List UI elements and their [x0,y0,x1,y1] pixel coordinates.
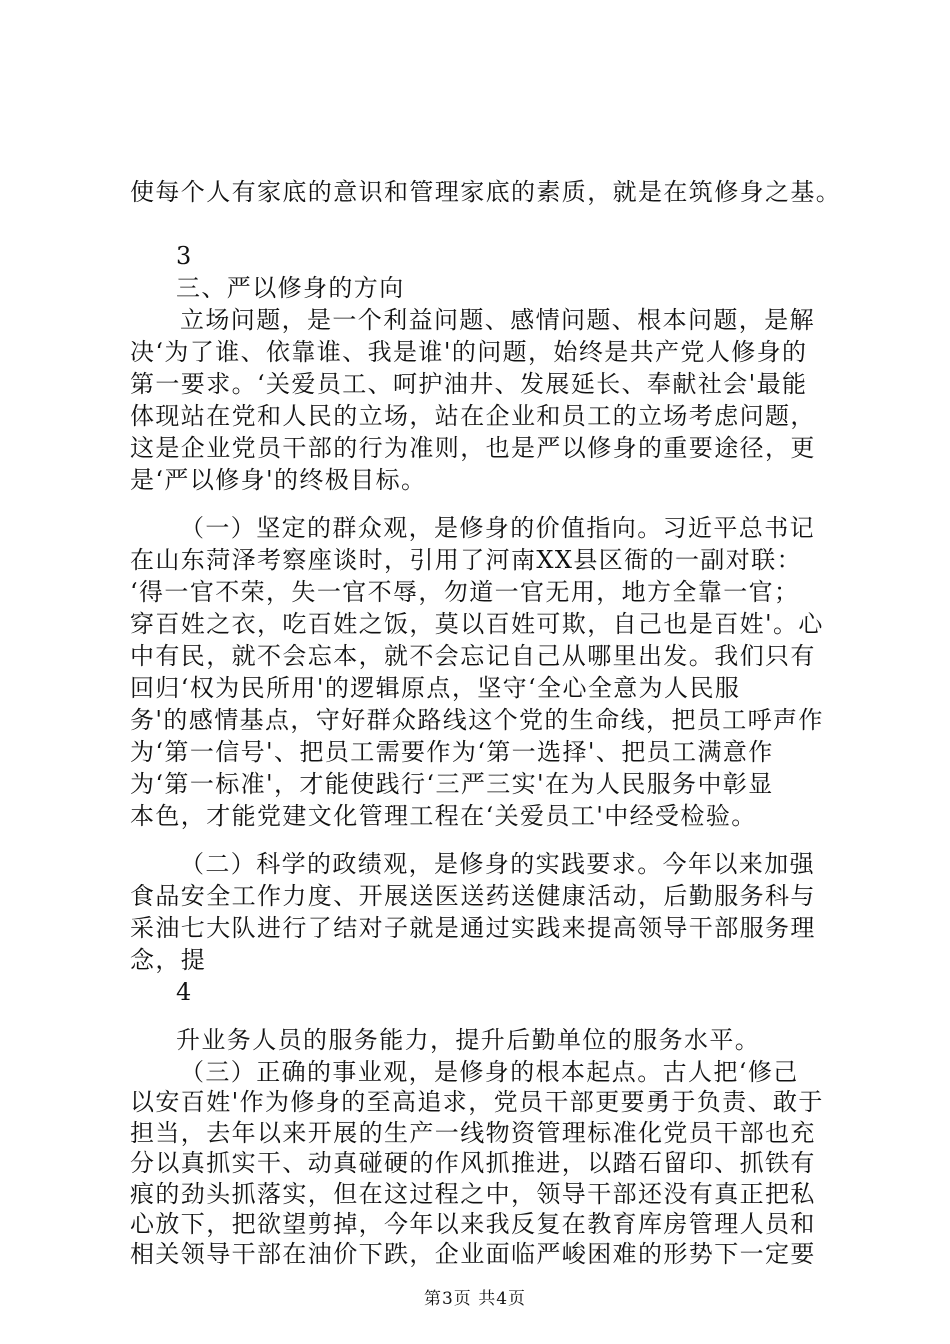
text-line: 为‘第一标准'，才能使践行‘三严三实'在为人民服务中彰显 [130,770,774,798]
text-line: 升业务人员的服务能力，提升后勤单位的服务水平。 [176,1026,761,1054]
text-line: 分以真抓实干、动真碰硬的作风抓推进，以踏石留印、抓铁有 [130,1149,816,1177]
text-line: 务'的感情基点，守好群众路线这个党的生命线，把员工呼声作 [130,706,824,734]
text-line: 为‘第一信号'、把员工需要作为‘第一选择'、把员工满意作 [130,738,774,766]
text-line: 本色，才能党建文化管理工程在‘关爱员工'中经受检验。 [130,802,757,830]
section-heading: 三、严以修身的方向 [176,274,405,302]
text-line: 以安百姓'作为修身的至高追求，党员干部更要勇于负责、敢于 [130,1088,824,1116]
text-line: 心放下，把欲望剪掉，今年以来我反复在教育库房管理人员和 [130,1210,816,1238]
text-line: 担当，去年以来开展的生产一线物资管理标准化党员干部也充 [130,1119,816,1147]
text-line: 是‘严以修身'的终极目标。 [130,466,427,494]
text-line: 体现站在党和人民的立场，站在企业和员工的立场考虑问题， [130,402,816,430]
page-number-marker: 4 [176,978,193,1006]
text-line: 这是企业党员干部的行为准则，也是严以修身的重要途径，更 [130,434,816,462]
text-line: 食品安全工作力度、开展送医送药送健康活动，后勤服务科与 [130,882,816,910]
text-line: ‘得一官不荣，失一官不辱，勿道一官无用，地方全靠一官； [130,578,800,606]
text-line: 使每个人有家底的意识和管理家底的素质，就是在筑修身之基。 [130,178,842,206]
text-line: 立场问题，是一个利益问题、感情问题、根本问题，是解 [180,306,815,334]
text-line: 痕的劲头抓落实，但在这过程之中，领导干部还没有真正把私 [130,1180,816,1208]
text-line: 回归‘权为民所用'的逻辑原点，坚守‘全心全意为人民服 [130,674,741,702]
text-line: 采油七大队进行了结对子就是通过实践来提高领导干部服务理 [130,914,816,942]
text-line: 中有民，就不会忘本，就不会忘记自己从哪里出发。我们只有 [130,642,816,670]
text-line: 第一要求。‘关爱员工、呵护油井、发展延长、奉献社会'最能 [130,370,808,398]
text-line: 相关领导干部在油价下跌，企业面临严峻困难的形势下一定要 [130,1240,816,1268]
subsection-heading: （二）科学的政绩观，是修身的实践要求。今年以来加强 [180,850,815,878]
page-number-marker: 3 [176,242,193,270]
text-line: 决‘为了谁、依靠谁、我是谁'的问题，始终是共产党人修身的 [130,338,808,366]
subsection-heading: （三）正确的事业观，是修身的根本起点。古人把‘修己 [180,1058,799,1086]
subsection-heading: （一）坚定的群众观，是修身的价值指向。习近平总书记 [180,514,815,542]
page-footer: 第3页 共4页 [423,1289,527,1309]
text-line: 穿百姓之衣，吃百姓之饭，莫以百姓可欺，自己也是百姓'。心 [130,610,824,638]
text-line: 在山东菏泽考察座谈时，引用了河南XX县区衙的一副对联： [130,546,802,574]
text-line: 念，提 [130,946,207,974]
